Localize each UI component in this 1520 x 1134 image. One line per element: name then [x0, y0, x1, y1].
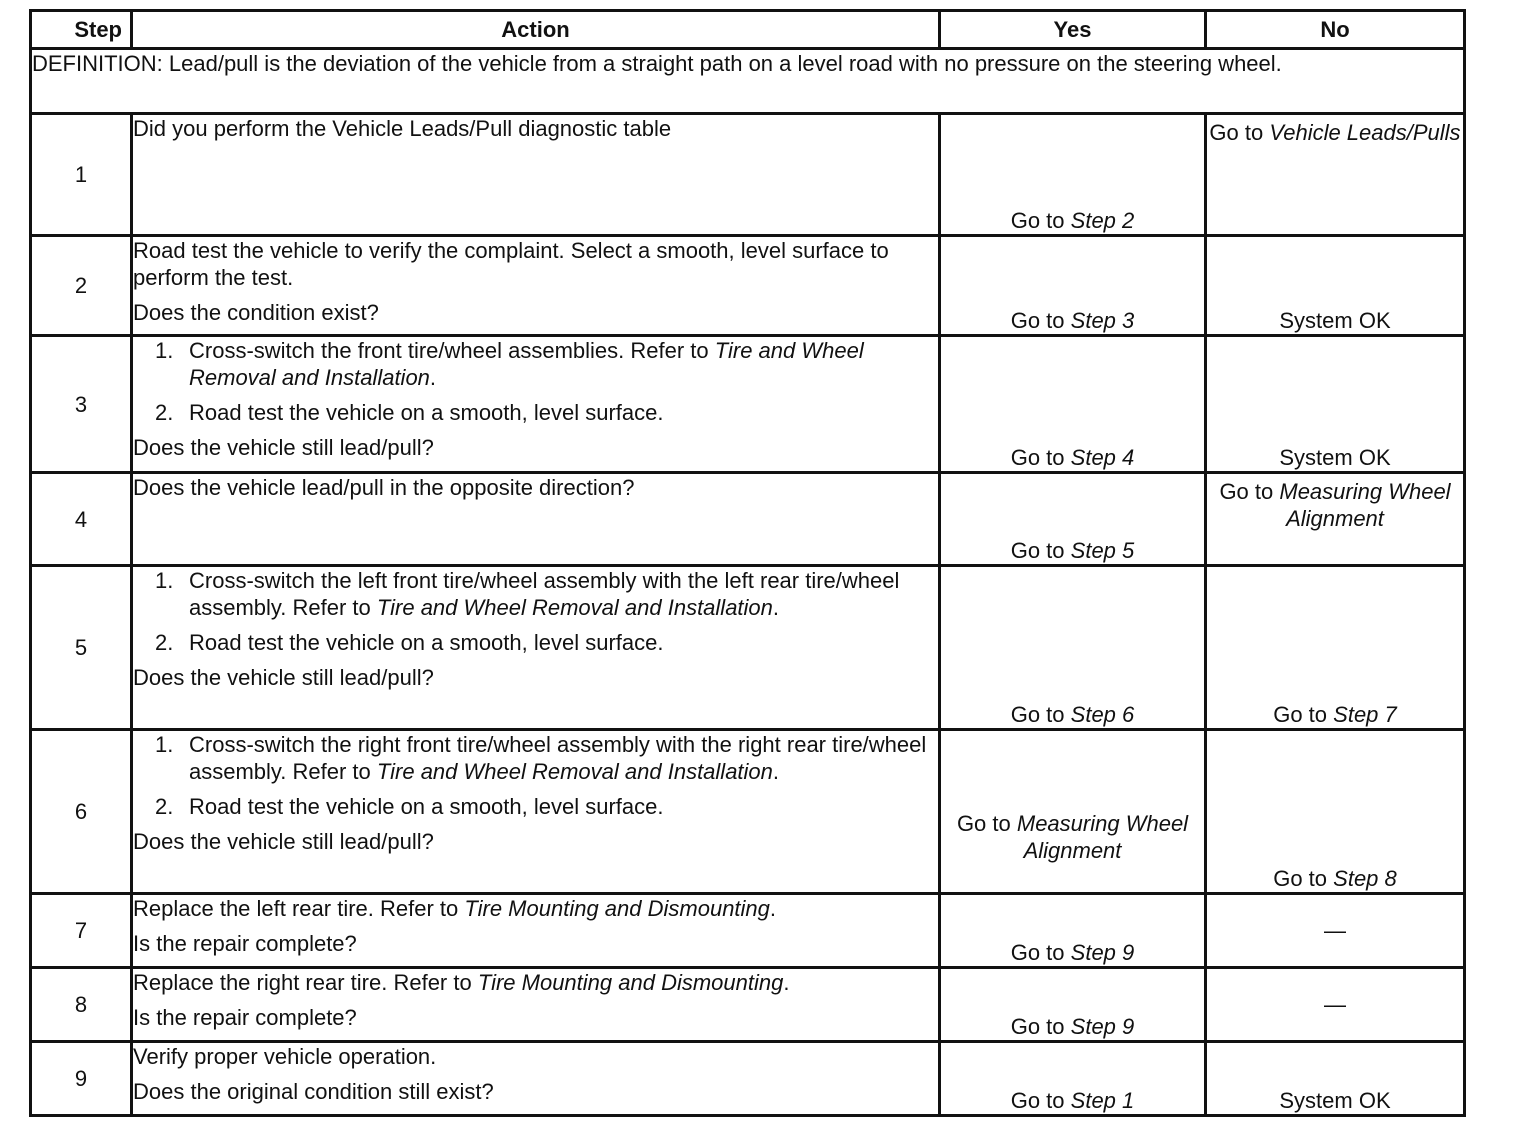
go-to-label: Go to — [1209, 120, 1264, 145]
go-to-label: Go to — [1273, 866, 1328, 891]
step-number: 4 — [31, 473, 132, 566]
item-end: . — [772, 595, 780, 620]
action-question: Does the condition exist? — [133, 300, 379, 325]
item-end: . — [429, 365, 437, 390]
action-text-main: Replace the left rear tire. Refer to — [133, 896, 465, 921]
yes-link[interactable]: Step 9 — [1070, 940, 1135, 965]
action-cell — [132, 894, 940, 968]
go-to-label: Go to — [1010, 208, 1065, 233]
action-question: Does the vehicle still lead/pull? — [133, 665, 434, 690]
header-no: No — [1206, 11, 1465, 49]
yes-link[interactable]: Step 4 — [1070, 445, 1135, 470]
action-text — [133, 895, 938, 922]
yes-cell — [940, 236, 1206, 336]
procedure-item — [155, 399, 938, 426]
action-cell — [132, 1042, 940, 1116]
action-cell — [132, 968, 940, 1042]
step-number: 7 — [31, 894, 132, 968]
procedure-item — [155, 337, 938, 391]
table-row — [31, 236, 1465, 336]
procedure-list — [133, 337, 938, 426]
procedure-list — [133, 567, 938, 656]
definition-row — [31, 49, 1465, 114]
no-link[interactable]: Step 7 — [1333, 702, 1397, 727]
item-end: . — [772, 759, 780, 784]
item-text: Cross-switch the left front tire/wheel assembly with the left rear tire/wheel assembly. Refer to — [189, 568, 900, 620]
action-end: . — [769, 896, 777, 921]
header-step: Step — [31, 11, 132, 49]
table-row — [31, 730, 1465, 894]
go-to-label: Go to — [1010, 940, 1065, 965]
action-question: Is the repair complete? — [133, 1005, 357, 1030]
go-to-label: Go to — [1219, 479, 1274, 504]
procedure-item — [155, 731, 938, 785]
no-cell — [1206, 114, 1465, 236]
action-question: Does the vehicle still lead/pull? — [133, 435, 434, 460]
step-number: 2 — [31, 236, 132, 336]
yes-cell — [940, 968, 1206, 1042]
header-action: Action — [132, 11, 940, 49]
go-to-label: Go to — [1273, 702, 1328, 727]
no-cell — [1206, 894, 1465, 968]
step-number: 6 — [31, 730, 132, 894]
step-number: 1 — [31, 114, 132, 236]
no-result: System OK — [1279, 1088, 1391, 1113]
yes-cell — [940, 336, 1206, 473]
diagnostic-table — [29, 9, 1466, 1117]
no-cell — [1206, 730, 1465, 894]
action-text — [133, 969, 938, 996]
header-row — [31, 11, 1465, 49]
table-row — [31, 894, 1465, 968]
yes-cell — [940, 894, 1206, 968]
action-reference-link[interactable]: Tire Mounting and Dismounting — [464, 896, 770, 921]
yes-link[interactable]: Step 1 — [1070, 1088, 1135, 1113]
go-to-label: Go to — [956, 811, 1011, 836]
table-row — [31, 968, 1465, 1042]
definition-text: DEFINITION: Lead/pull is the deviation of the vehicle from a straight path on a level road with no pressure on the steering wheel. — [31, 49, 1465, 114]
item-text: Cross-switch the front tire/wheel assemblies. Refer to — [189, 338, 715, 363]
procedure-list — [133, 731, 938, 820]
action-cell — [132, 566, 940, 730]
go-to-label: Go to — [1010, 538, 1065, 563]
procedure-item — [155, 629, 938, 656]
item-reference-link[interactable]: Tire and Wheel Removal and Installation — [189, 338, 864, 390]
no-cell — [1206, 236, 1465, 336]
no-link[interactable]: Vehicle Leads/Pulls — [1269, 120, 1461, 145]
action-text: Does the vehicle lead/pull in the opposite direction? — [133, 475, 635, 500]
step-number: 9 — [31, 1042, 132, 1116]
yes-cell — [940, 730, 1206, 894]
no-link[interactable]: Measuring Wheel Alignment — [1279, 479, 1451, 531]
step-number: 5 — [31, 566, 132, 730]
no-link[interactable]: Step 8 — [1333, 866, 1397, 891]
go-to-label: Go to — [1010, 1014, 1065, 1039]
table-row — [31, 114, 1465, 236]
action-text: Did you perform the Vehicle Leads/Pull diagnostic table — [133, 116, 672, 141]
action-cell — [132, 336, 940, 473]
action-question: Does the vehicle still lead/pull? — [133, 829, 434, 854]
table-row — [31, 566, 1465, 730]
action-text-main: Replace the right rear tire. Refer to — [133, 970, 478, 995]
table-row — [31, 1042, 1465, 1116]
action-end: . — [783, 970, 790, 995]
action-question: Does the original condition still exist? — [133, 1079, 494, 1104]
action-text: Verify proper vehicle operation. — [133, 1044, 437, 1069]
go-to-label: Go to — [1010, 1088, 1065, 1113]
action-cell — [132, 236, 940, 336]
item-number: 1. — [155, 568, 174, 593]
no-result: System OK — [1279, 308, 1391, 333]
item-number: 2. — [155, 630, 174, 655]
yes-link[interactable]: Step 9 — [1070, 1014, 1135, 1039]
item-text: Road test the vehicle on a smooth, level surface. — [189, 630, 664, 655]
yes-cell — [940, 473, 1206, 566]
go-to-label: Go to — [1010, 702, 1065, 727]
no-result: — — [1324, 992, 1346, 1017]
no-cell — [1206, 566, 1465, 730]
item-number: 2. — [155, 400, 174, 425]
item-number: 1. — [155, 338, 174, 363]
action-question: Is the repair complete? — [133, 931, 357, 956]
no-cell — [1206, 1042, 1465, 1116]
item-text: Road test the vehicle on a smooth, level surface. — [189, 400, 664, 425]
item-number: 2. — [155, 794, 174, 819]
step-number: 3 — [31, 336, 132, 473]
item-text: Cross-switch the right front tire/wheel assembly with the right rear tire/wheel assembly. Refer to — [189, 732, 927, 784]
action-text: Road test the vehicle to verify the complaint. Select a smooth, level surface to perform the test. — [133, 238, 889, 290]
yes-link[interactable]: Step 3 — [1070, 308, 1135, 333]
no-result: — — [1324, 918, 1346, 943]
action-cell — [132, 730, 940, 894]
table-row — [31, 473, 1465, 566]
yes-cell — [940, 1042, 1206, 1116]
yes-link[interactable]: Step 2 — [1070, 208, 1135, 233]
go-to-label: Go to — [1010, 308, 1065, 333]
item-text: Road test the vehicle on a smooth, level surface. — [189, 794, 664, 819]
procedure-item — [155, 567, 938, 621]
no-result: System OK — [1279, 445, 1391, 470]
header-yes: Yes — [940, 11, 1206, 49]
action-reference-link[interactable]: Tire Mounting and Dismounting — [477, 970, 784, 995]
no-cell — [1206, 473, 1465, 566]
no-cell — [1206, 968, 1465, 1042]
item-number: 1. — [155, 732, 174, 757]
step-number: 8 — [31, 968, 132, 1042]
action-cell — [132, 114, 940, 236]
item-reference-link[interactable]: Tire and Wheel Removal and Installation — [376, 759, 773, 784]
action-cell — [132, 473, 940, 566]
table-row — [31, 336, 1465, 473]
yes-link[interactable]: Step 5 — [1070, 538, 1135, 563]
yes-link[interactable]: Step 6 — [1070, 702, 1135, 727]
yes-link[interactable]: Measuring Wheel Alignment — [1016, 811, 1189, 863]
item-reference-link[interactable]: Tire and Wheel Removal and Installation — [376, 595, 773, 620]
yes-cell — [940, 114, 1206, 236]
procedure-item — [155, 793, 938, 820]
no-cell — [1206, 336, 1465, 473]
go-to-label: Go to — [1010, 445, 1065, 470]
yes-cell — [940, 566, 1206, 730]
